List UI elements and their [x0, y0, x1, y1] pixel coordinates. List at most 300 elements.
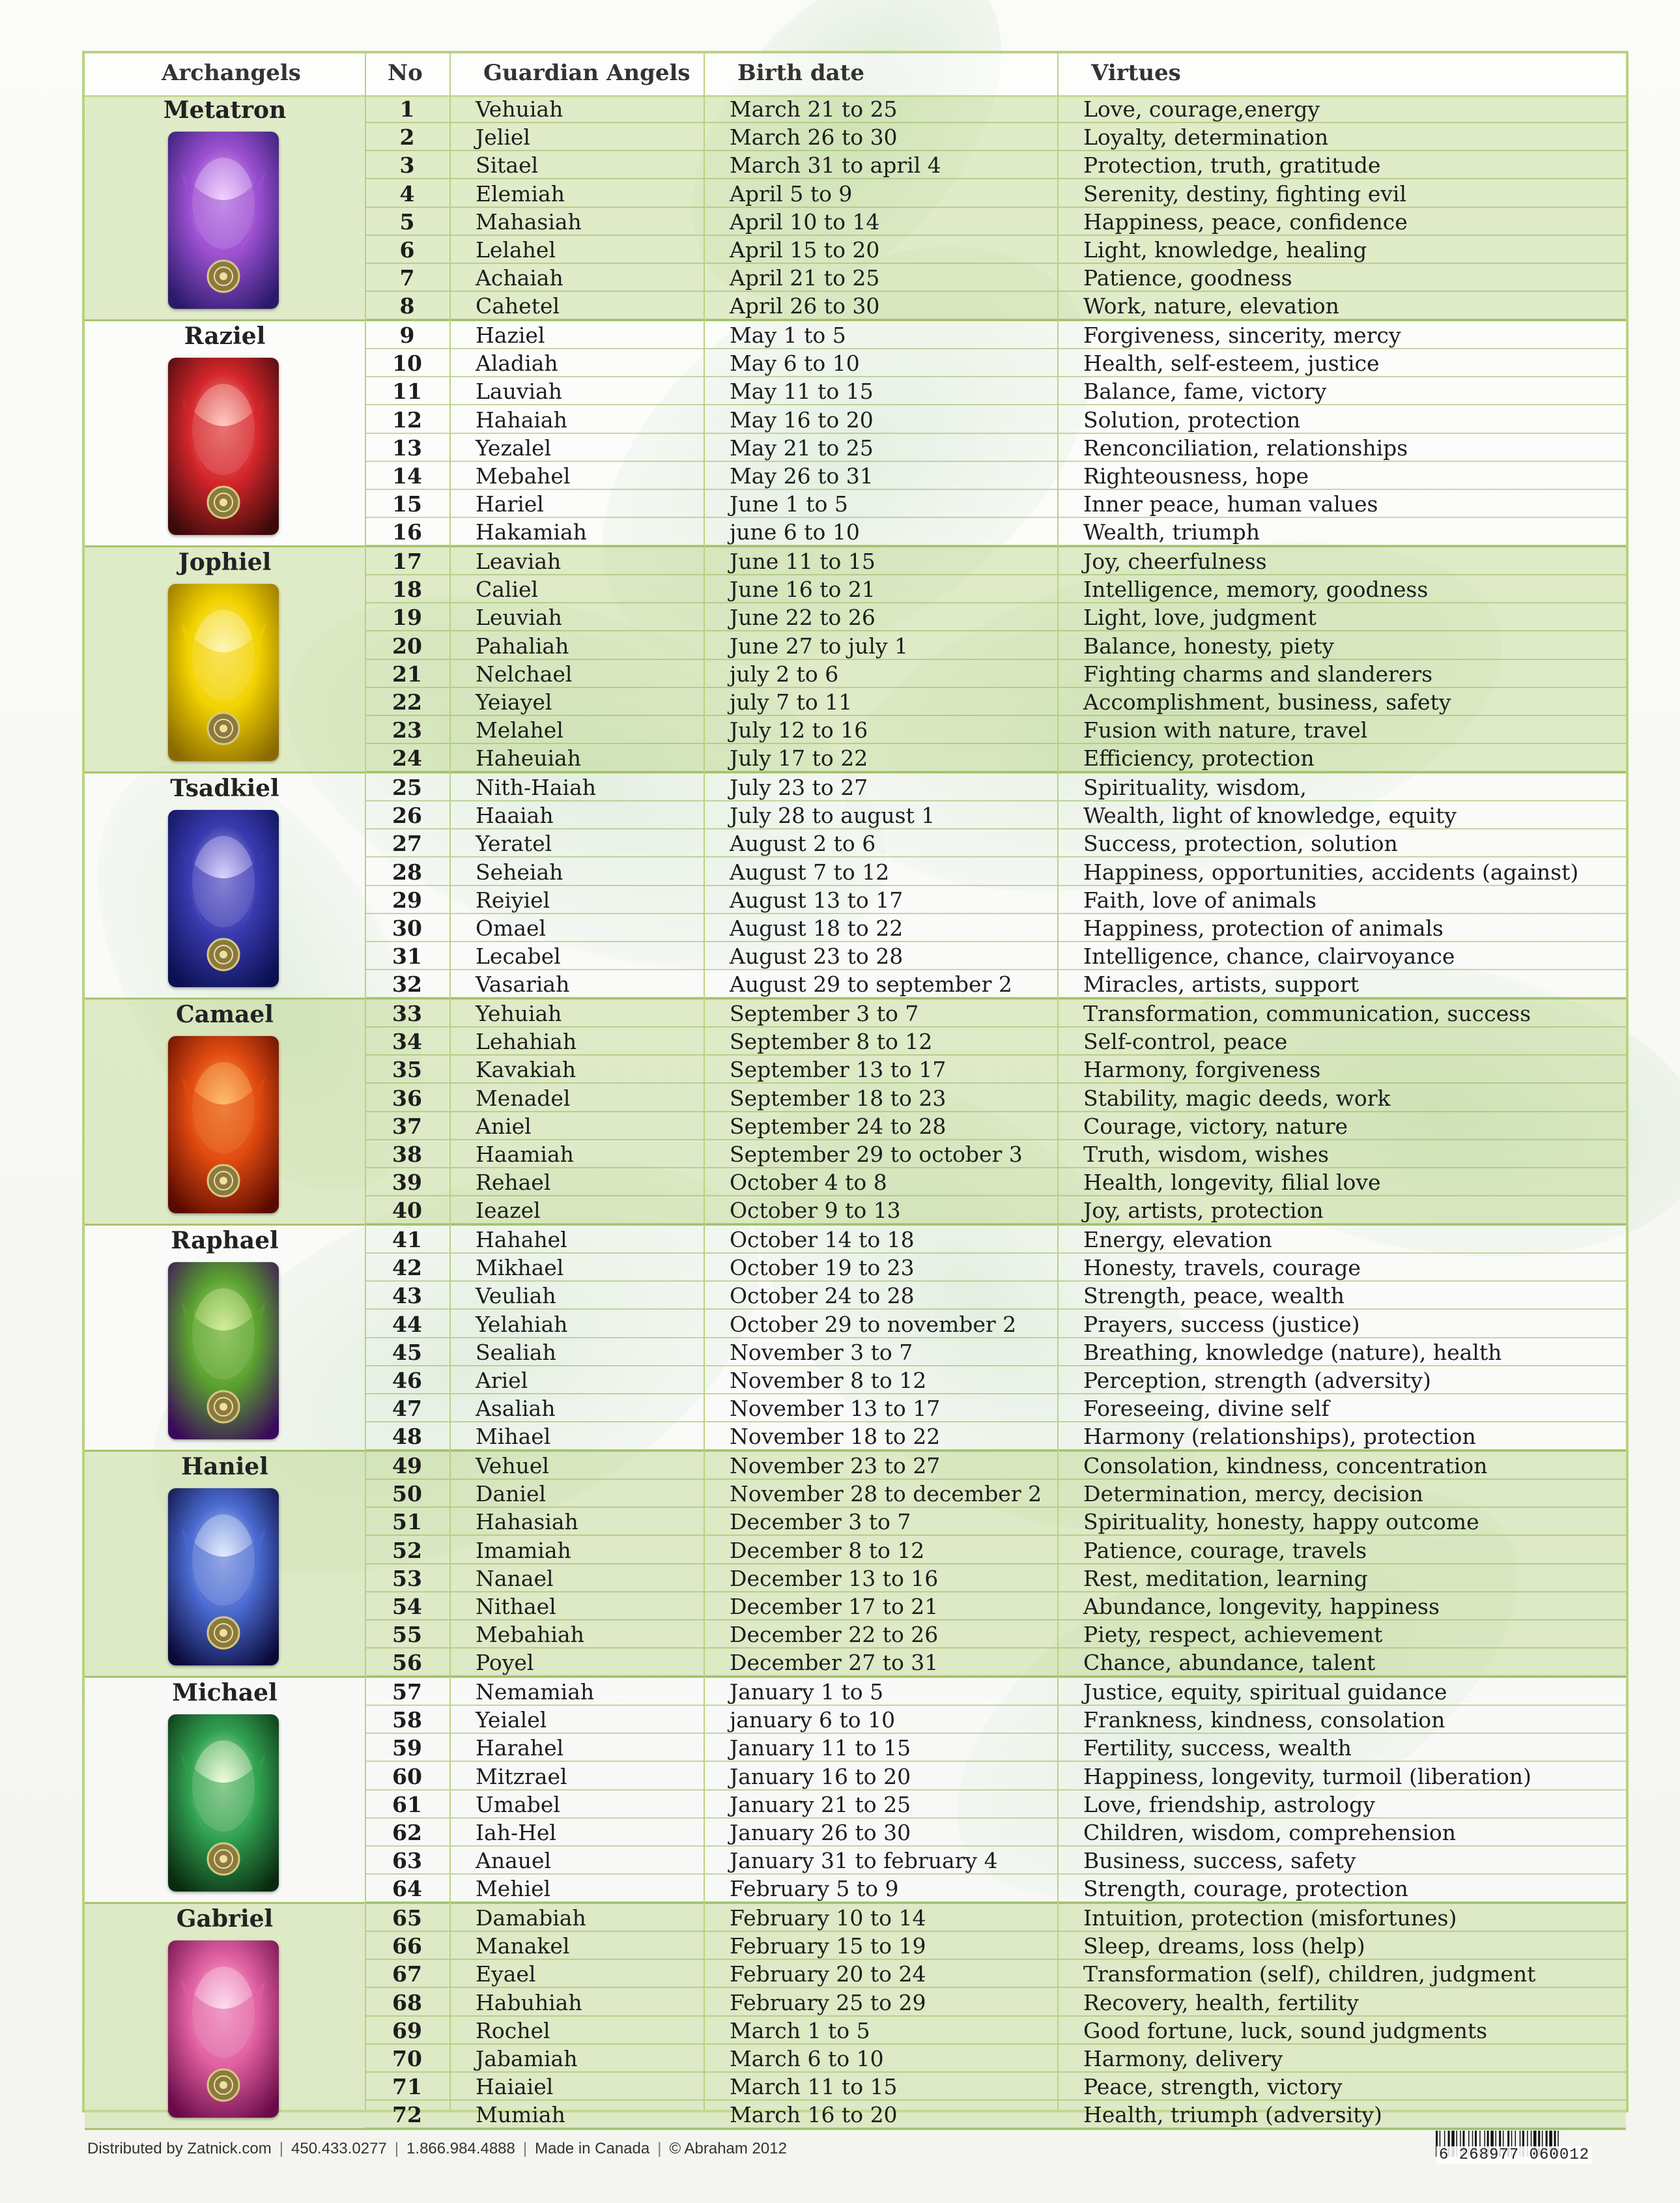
guardian-angel-name: Aladiah: [476, 351, 558, 377]
virtues-text: Spirituality, wisdom,: [1083, 775, 1307, 800]
table-row: [365, 236, 1626, 264]
table-row: [365, 660, 1626, 688]
archangel-name: Gabriel: [176, 1905, 274, 1933]
virtues-text: Efficiency, protection: [1083, 745, 1315, 771]
guardian-angel-name: Hahaiah: [476, 407, 567, 433]
virtues-text: Work, nature, elevation: [1083, 293, 1339, 319]
table-row: [365, 829, 1626, 857]
birth-date-range: May 16 to 20: [730, 407, 874, 433]
birth-date-range: May 1 to 5: [730, 323, 846, 348]
virtues-text: Recovery, health, fertility: [1083, 1989, 1359, 2015]
birth-date-range: January 31 to february 4: [730, 1848, 998, 1874]
angel-number: 24: [392, 745, 422, 771]
guardian-angel-name: Lauviah: [476, 379, 562, 405]
table-row: [365, 1480, 1626, 1508]
virtues-text: Righteousness, hope: [1083, 463, 1309, 489]
birth-date-range: July 12 to 16: [730, 717, 868, 743]
table-row: [365, 1904, 1626, 1932]
guardian-angel-name: Nithael: [476, 1594, 556, 1619]
birth-date-range: April 10 to 14: [730, 209, 880, 235]
guardian-angel-name: Habuhiah: [476, 1989, 582, 2015]
archangel-name: Jophiel: [178, 549, 272, 576]
table-row: [365, 632, 1626, 660]
table-row: [365, 2073, 1626, 2101]
birth-date-range: October 14 to 18: [730, 1227, 915, 1252]
guardian-angel-name: Yelahiah: [476, 1311, 568, 1337]
guardian-angel-name: Cahetel: [476, 293, 560, 319]
barcode-number: 6 268977 060012: [1436, 2146, 1592, 2164]
table-row: [365, 1394, 1626, 1422]
angel-number: 55: [392, 1622, 422, 1648]
birth-date-range: November 28 to december 2: [730, 1481, 1042, 1507]
virtues-text: Courage, victory, nature: [1083, 1113, 1348, 1139]
birth-date-range: March 21 to 25: [730, 96, 898, 122]
angel-number: 63: [392, 1848, 422, 1874]
birth-date-range: September 29 to october 3: [730, 1142, 1023, 1167]
birth-date-range: June 22 to 26: [730, 605, 876, 631]
header-guardian-angels: Guardian Angels: [483, 60, 691, 86]
virtues-text: Protection, truth, gratitude: [1083, 152, 1381, 179]
guardian-angel-name: Elemiah: [476, 180, 565, 207]
virtues-text: Health, self-esteem, justice: [1083, 351, 1380, 377]
angel-number: 38: [392, 1142, 422, 1167]
angel-chart: [82, 51, 1629, 2128]
table-row: [365, 1649, 1626, 1677]
virtues-text: Happiness, opportunities, accidents (against): [1083, 859, 1579, 885]
column-divider: [365, 53, 366, 2110]
guardian-angel-name: Rochel: [476, 2017, 550, 2043]
birth-date-range: April 15 to 20: [730, 237, 880, 263]
birth-date-range: September 13 to 17: [730, 1057, 947, 1083]
birth-date-range: February 10 to 14: [730, 1905, 926, 1931]
virtues-text: Serenity, destiny, fighting evil: [1083, 180, 1406, 207]
virtues-text: Wealth, light of knowledge, equity: [1083, 803, 1457, 829]
angel-number: 66: [392, 1933, 422, 1959]
birth-date-range: March 31 to april 4: [730, 152, 941, 179]
virtues-text: Forgiveness, sincerity, mercy: [1083, 323, 1401, 348]
angel-number: 5: [399, 209, 415, 235]
birth-date-range: March 6 to 10: [730, 2046, 884, 2071]
table-row: [365, 1196, 1626, 1224]
guardian-angel-name: Umabel: [476, 1791, 560, 1817]
birth-date-range: August 2 to 6: [730, 831, 876, 857]
virtues-text: Solution, protection: [1083, 407, 1301, 433]
table-row: [365, 603, 1626, 631]
archangel-name: Raziel: [184, 323, 266, 350]
birth-date-range: january 6 to 10: [730, 1707, 896, 1733]
angel-card-art-icon: [168, 584, 279, 761]
birth-date-range: December 17 to 21: [730, 1594, 939, 1619]
birth-date-range: September 3 to 7: [730, 1001, 919, 1026]
guardian-angel-name: Hakamiah: [476, 519, 587, 545]
angel-number: 58: [392, 1707, 422, 1733]
guardian-angel-name: Mebahiah: [476, 1622, 584, 1648]
angel-number: 11: [392, 379, 422, 405]
angel-number: 56: [392, 1650, 422, 1676]
table-row: [365, 1338, 1626, 1366]
guardian-angel-name: Damabiah: [476, 1905, 586, 1931]
birth-date-range: November 3 to 7: [730, 1339, 913, 1365]
angel-number: 15: [392, 491, 422, 517]
virtues-text: Harmony, delivery: [1083, 2046, 1283, 2071]
virtues-text: Abundance, longevity, happiness: [1083, 1594, 1440, 1619]
virtues-text: Transformation (self), children, judgment: [1083, 1961, 1536, 1987]
guardian-angel-name: Mebahel: [476, 463, 571, 489]
birth-date-range: January 21 to 25: [730, 1791, 911, 1817]
table-row: [365, 1366, 1626, 1394]
angel-number: 9: [399, 323, 415, 348]
guardian-angel-name: Nanael: [476, 1565, 554, 1591]
table-row: [365, 1508, 1626, 1536]
table-row: [365, 377, 1626, 405]
guardian-angel-name: Ariel: [476, 1368, 528, 1393]
guardian-angel-name: Haamiah: [476, 1142, 574, 1167]
guardian-angel-name: Kavakiah: [476, 1057, 577, 1083]
guardian-angel-name: Yezalel: [476, 435, 552, 461]
table-row: [365, 1422, 1626, 1450]
birth-date-range: May 6 to 10: [730, 351, 860, 377]
header-virtues: Virtues: [1091, 60, 1181, 86]
table-row: [365, 1226, 1626, 1254]
birth-date-range: November 13 to 17: [730, 1396, 941, 1422]
archangel-card-image: [168, 1940, 279, 2118]
virtues-text: Accomplishment, business, safety: [1083, 689, 1451, 715]
angel-number: 54: [392, 1594, 422, 1619]
table-row: [365, 1734, 1626, 1762]
birth-date-range: April 21 to 25: [730, 265, 880, 291]
archangel-group: [85, 1226, 1626, 1452]
guardian-angel-name: Mehiel: [476, 1876, 551, 1902]
angel-number: 68: [392, 1989, 422, 2015]
virtues-text: Health, triumph (adversity): [1083, 2102, 1382, 2128]
archangel-group: [85, 321, 1626, 547]
footer-copyright: © Abraham 2012: [669, 2140, 787, 2157]
virtues-text: Intelligence, memory, goodness: [1083, 577, 1429, 603]
birth-date-range: October 19 to 23: [730, 1255, 915, 1281]
archangel-card-image: [168, 584, 279, 761]
angel-number: 67: [392, 1961, 422, 1987]
table-row: [365, 1706, 1626, 1734]
archangel-card-image: [168, 810, 279, 987]
virtues-text: Frankness, kindness, consolation: [1083, 1707, 1445, 1733]
guardian-angel-name: Nith-Haiah: [476, 775, 597, 800]
footer-made-in: Made in Canada: [535, 2140, 650, 2157]
guardian-angel-name: Lecabel: [476, 943, 561, 970]
archangel-group: [85, 1904, 1626, 2130]
birth-date-range: June 16 to 21: [730, 577, 876, 603]
birth-date-range: November 23 to 27: [730, 1453, 941, 1478]
virtues-text: Peace, strength, victory: [1083, 2074, 1343, 2100]
guardian-angel-name: Nemamiah: [476, 1679, 595, 1705]
table-row: [365, 180, 1626, 208]
birth-date-range: July 17 to 22: [730, 745, 868, 771]
archangel-name: Metatron: [163, 96, 287, 124]
archangel-group: [85, 95, 1626, 321]
archangel-card-image: [168, 1488, 279, 1665]
footer-distributed: Distributed by Zatnick.com: [87, 2140, 272, 2157]
table-row: [365, 1140, 1626, 1168]
guardian-angel-name: Melahel: [476, 717, 563, 743]
virtues-text: Love, courage,energy: [1083, 96, 1320, 122]
column-divider: [1057, 53, 1059, 2110]
table-row: [365, 1678, 1626, 1706]
birth-date-range: july 7 to 11: [730, 689, 853, 715]
birth-date-range: july 2 to 6: [730, 661, 839, 687]
archangel-name: Michael: [172, 1679, 278, 1706]
guardian-angel-name: Leuviah: [476, 605, 562, 631]
birth-date-range: October 29 to november 2: [730, 1311, 1017, 1337]
virtues-text: Consolation, kindness, concentration: [1083, 1453, 1488, 1478]
angel-card-art-icon: [168, 1714, 279, 1892]
guardian-angel-name: Veuliah: [476, 1283, 556, 1309]
birth-date-range: July 28 to august 1: [730, 803, 935, 829]
table-row: [365, 95, 1626, 123]
table-row: [365, 1763, 1626, 1791]
table-row: [365, 1536, 1626, 1564]
birth-date-range: January 16 to 20: [730, 1763, 911, 1789]
virtues-text: Children, wisdom, comprehension: [1083, 1820, 1456, 1845]
archangel-name: Raphael: [171, 1227, 279, 1254]
guardian-angel-name: Hahahel: [476, 1227, 567, 1252]
virtues-text: Health, longevity, filial love: [1083, 1170, 1381, 1196]
virtues-text: Wealth, triumph: [1083, 519, 1260, 545]
birth-date-range: August 18 to 22: [730, 915, 904, 941]
guardian-angel-name: Mikhael: [476, 1255, 564, 1281]
table-row: [365, 2017, 1626, 2045]
angel-number: 7: [399, 265, 415, 291]
header-archangels: Archangels: [162, 60, 301, 86]
birth-date-range: November 8 to 12: [730, 1368, 927, 1393]
table-row: [365, 688, 1626, 716]
virtues-text: Fighting charms and slanderers: [1083, 661, 1433, 687]
birth-date-range: December 3 to 7: [730, 1509, 911, 1535]
table-row: [365, 1875, 1626, 1903]
angel-number: 61: [392, 1791, 422, 1817]
angel-number: 8: [399, 293, 415, 319]
angel-number: 50: [392, 1481, 422, 1507]
table-row: [365, 970, 1626, 998]
table-row: [365, 1056, 1626, 1084]
birth-date-range: February 20 to 24: [730, 1961, 926, 1987]
virtues-text: Strength, courage, protection: [1083, 1876, 1408, 1902]
table-row: [365, 744, 1626, 772]
birth-date-range: March 26 to 30: [730, 124, 898, 151]
table-row: [365, 1310, 1626, 1338]
guardian-angel-name: Hahasiah: [476, 1509, 578, 1535]
angel-number: 35: [392, 1057, 422, 1083]
table-row: [365, 208, 1626, 236]
archangel-card-image: [168, 358, 279, 535]
angel-number: 13: [392, 435, 422, 461]
table-row: [365, 547, 1626, 575]
header-row: [85, 53, 1626, 97]
birth-date-range: April 26 to 30: [730, 293, 880, 319]
virtues-text: Success, protection, solution: [1083, 831, 1398, 857]
guardian-angel-name: Reiyiel: [476, 887, 550, 913]
table-row: [365, 1000, 1626, 1028]
table-row: [365, 1254, 1626, 1282]
birth-date-range: May 26 to 31: [730, 463, 874, 489]
table-row: [365, 1932, 1626, 1960]
table-row: [365, 349, 1626, 377]
angel-number: 20: [392, 633, 422, 659]
birth-date-range: February 5 to 9: [730, 1876, 899, 1902]
virtues-text: Inner peace, human values: [1083, 491, 1378, 517]
birth-date-range: February 25 to 29: [730, 1989, 926, 2015]
angel-number: 29: [392, 887, 422, 913]
angel-number: 14: [392, 463, 422, 489]
angel-card-art-icon: [168, 132, 279, 309]
angel-number: 51: [392, 1509, 422, 1535]
angel-number: 17: [392, 549, 422, 574]
archangel-group: [85, 1000, 1626, 1226]
table-row: [365, 1791, 1626, 1819]
birth-date-range: September 8 to 12: [730, 1029, 933, 1055]
angel-number: 33: [392, 1001, 422, 1026]
angel-card-art-icon: [168, 1262, 279, 1439]
guardian-angel-name: Achaiah: [476, 265, 563, 291]
table-row: [365, 2045, 1626, 2073]
footer-phone-1: 450.433.0277: [291, 2140, 387, 2157]
virtues-text: Harmony (relationships), protection: [1083, 1424, 1476, 1450]
angel-number: 23: [392, 717, 422, 743]
virtues-text: Justice, equity, spiritual guidance: [1083, 1679, 1447, 1705]
table-row: [365, 1819, 1626, 1847]
virtues-text: Self-control, peace: [1083, 1029, 1288, 1055]
virtues-text: Happiness, longevity, turmoil (liberation): [1083, 1763, 1531, 1789]
birth-date-range: July 23 to 27: [730, 775, 868, 800]
virtues-text: Joy, cheerfulness: [1083, 549, 1267, 574]
guardian-angel-name: Anauel: [476, 1848, 552, 1874]
guardian-angel-name: Seheiah: [476, 859, 563, 885]
virtues-text: Miracles, artists, support: [1083, 972, 1359, 998]
table-row: [365, 942, 1626, 970]
birth-date-range: April 5 to 9: [730, 180, 853, 207]
angel-card-art-icon: [168, 358, 279, 535]
angel-number: 31: [392, 943, 422, 970]
virtues-text: Piety, respect, achievement: [1083, 1622, 1383, 1648]
virtues-text: Fusion with nature, travel: [1083, 717, 1368, 743]
angel-number: 19: [392, 605, 422, 631]
guardian-angel-name: Iah-Hel: [476, 1820, 556, 1845]
virtues-text: Spirituality, honesty, happy outcome: [1083, 1509, 1479, 1535]
footer: Distributed by Zatnick.com | 450.433.0277 | 1.866.984.4888 | Made in Canada | © Abraham 2012: [87, 2140, 787, 2157]
birth-date-range: August 23 to 28: [730, 943, 904, 970]
table-row: [365, 406, 1626, 434]
angel-number: 26: [392, 803, 422, 829]
angel-card-art-icon: [168, 1036, 279, 1213]
table-row: [365, 914, 1626, 942]
angel-number: 72: [392, 2102, 422, 2128]
archangel-group: [85, 1678, 1626, 1904]
virtues-text: Happiness, peace, confidence: [1083, 209, 1408, 235]
virtues-text: Business, success, safety: [1083, 1848, 1356, 1874]
angel-number: 40: [392, 1198, 422, 1224]
virtues-text: Stability, magic deeds, work: [1083, 1085, 1391, 1111]
angel-number: 16: [392, 519, 422, 545]
angel-number: 32: [392, 972, 422, 998]
angel-number: 60: [392, 1763, 422, 1789]
angel-number: 2: [399, 124, 415, 151]
birth-date-range: June 1 to 5: [730, 491, 848, 517]
angel-number: 6: [399, 237, 415, 263]
virtues-text: Loyalty, determination: [1083, 124, 1329, 151]
birth-date-range: February 15 to 19: [730, 1933, 926, 1959]
virtues-text: Rest, meditation, learning: [1083, 1565, 1368, 1591]
column-divider: [449, 53, 451, 2110]
angel-number: 18: [392, 577, 422, 603]
guardian-angel-name: Harahel: [476, 1735, 564, 1761]
header-no: No: [388, 60, 423, 86]
guardian-angel-name: Mitzrael: [476, 1763, 567, 1789]
table-row: [365, 886, 1626, 914]
angel-number: 1: [399, 96, 415, 122]
guardian-angel-name: Rehael: [476, 1170, 551, 1196]
angel-number: 71: [392, 2074, 422, 2100]
table-row: [365, 321, 1626, 349]
table-row: [365, 773, 1626, 801]
angel-number: 53: [392, 1565, 422, 1591]
angel-number: 59: [392, 1735, 422, 1761]
guardian-angel-name: Mihael: [476, 1424, 551, 1450]
birth-date-range: August 29 to september 2: [730, 972, 1012, 998]
angel-number: 22: [392, 689, 422, 715]
virtues-text: Energy, elevation: [1083, 1227, 1272, 1252]
table-row: [365, 1620, 1626, 1649]
table-row: [365, 716, 1626, 744]
guardian-angel-name: Caliel: [476, 577, 539, 603]
angel-number: 27: [392, 831, 422, 857]
table-row: [365, 1112, 1626, 1140]
guardian-angel-name: Haheuiah: [476, 745, 581, 771]
virtues-text: Strength, peace, wealth: [1083, 1283, 1345, 1309]
guardian-angel-name: Poyel: [476, 1650, 534, 1676]
table-row: [365, 434, 1626, 462]
virtues-text: Light, love, judgment: [1083, 605, 1317, 631]
table-row: [365, 1282, 1626, 1310]
archangel-card-image: [168, 1714, 279, 1892]
birth-date-range: September 24 to 28: [730, 1113, 947, 1139]
virtues-text: Truth, wisdom, wishes: [1083, 1142, 1329, 1167]
birth-date-range: January 11 to 15: [730, 1735, 911, 1761]
birth-date-range: December 13 to 16: [730, 1565, 939, 1591]
angel-number: 4: [399, 180, 415, 207]
table-row: [365, 490, 1626, 518]
birth-date-range: August 13 to 17: [730, 887, 904, 913]
virtues-text: Harmony, forgiveness: [1083, 1057, 1321, 1083]
angel-card-art-icon: [168, 1488, 279, 1665]
column-divider: [704, 53, 705, 2110]
virtues-text: Chance, abundance, talent: [1083, 1650, 1376, 1676]
birth-date-range: January 1 to 5: [730, 1679, 884, 1705]
guardian-angel-name: Manakel: [476, 1933, 570, 1959]
birth-date-range: September 18 to 23: [730, 1085, 947, 1111]
virtues-text: Patience, courage, travels: [1083, 1537, 1367, 1563]
virtues-text: Light, knowledge, healing: [1083, 237, 1367, 263]
table-row: [365, 1028, 1626, 1056]
angel-number: 3: [399, 152, 415, 179]
birth-date-range: June 11 to 15: [730, 549, 876, 574]
archangel-group: [85, 1452, 1626, 1678]
archangel-name: Haniel: [181, 1453, 268, 1480]
birth-date-range: March 11 to 15: [730, 2074, 898, 2100]
virtues-text: Foreseeing, divine self: [1083, 1396, 1330, 1422]
archangel-card-image: [168, 132, 279, 309]
guardian-angel-name: Leaviah: [476, 549, 562, 574]
table-row: [365, 1452, 1626, 1480]
guardian-angel-name: Haaiah: [476, 803, 554, 829]
angel-number: 30: [392, 915, 422, 941]
